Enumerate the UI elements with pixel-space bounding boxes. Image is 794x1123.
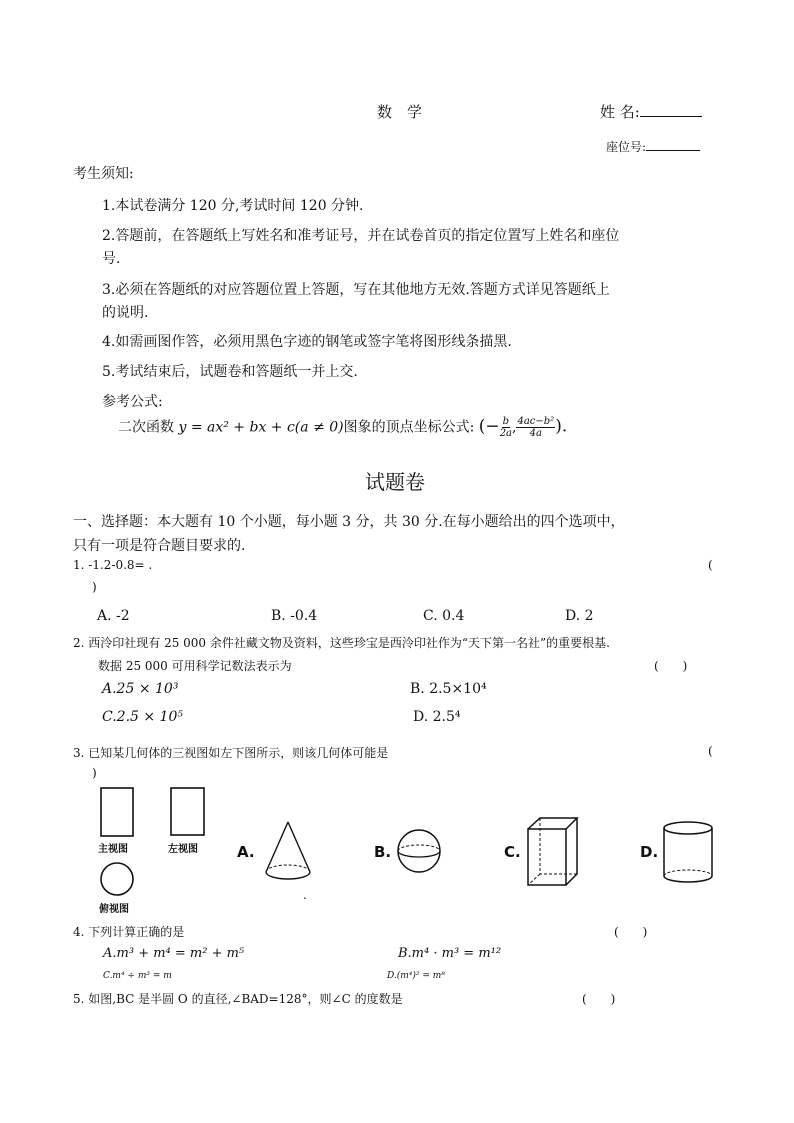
vertex-open: (− — [478, 416, 500, 437]
vertex-x-num: b — [502, 416, 510, 427]
q2-line1: 2. 西泠印社现有 25 000 余件社藏文物及资料，这些珍宝是西泠印社作为“天下第一名社”的重要根基. — [73, 636, 610, 650]
q1-option-d[interactable]: D. 2 — [565, 608, 594, 624]
section1-line2: 只有一项是符合题目要求的. — [73, 538, 246, 554]
vertex-sep: , — [512, 419, 517, 436]
section1-line1: 一、选择题：本大题有 10 个小题，每小题 3 分，共 30 分.在每小题给出的四个选项中， — [73, 514, 625, 530]
q4-option-a[interactable]: A.m³ + m⁴ = m² + m⁵ — [103, 946, 245, 961]
q1-paren-close: ) — [92, 580, 97, 594]
seat-field[interactable] — [606, 138, 700, 155]
q1-option-a[interactable]: A. -2 — [97, 608, 130, 624]
top-view-shape — [101, 863, 133, 895]
q4-stem: 4. 下列计算正确的是 — [73, 925, 185, 939]
q2-option-b[interactable]: B. 2.5×10⁴ — [410, 681, 487, 697]
notice-item: 的说明. — [102, 305, 149, 321]
notice-title: 考生须知: — [73, 166, 134, 182]
notice-item: 3.必须在答题纸的对应答题位置上答题，写在其他地方无效.答题方式详见答题纸上 — [102, 282, 610, 298]
notice-item: 4.如需画图作答，必须用黑色字迹的钢笔或签字笔将图形线条描黑. — [102, 334, 512, 350]
notice-item: 号. — [102, 251, 121, 267]
seat-blank[interactable] — [646, 139, 700, 151]
vertex-y-num: 4ac−b² — [517, 416, 555, 427]
seat-label: 座位号: — [606, 140, 647, 154]
view-label-side: 左视图 — [168, 844, 198, 855]
formula-prefix: 二次函数 — [118, 419, 174, 436]
notice-item: 1.本试卷满分 120 分,考试时间 120 分钟. — [102, 198, 364, 214]
q4-option-c[interactable]: C.m⁴ ÷ m³ = m — [103, 971, 172, 981]
figure-dot: . — [303, 888, 307, 902]
vertex-close: ). — [555, 416, 568, 437]
q5-paren: ( ) — [582, 992, 616, 1006]
front-view-shape — [101, 788, 133, 836]
sphere-icon[interactable] — [394, 826, 444, 876]
vertex-x-den: 2a — [499, 428, 513, 439]
q1-option-c[interactable]: C. 0.4 — [423, 608, 465, 624]
q2-paren: ( ) — [654, 659, 688, 673]
q1-paren-open: ( — [708, 558, 713, 572]
side-view-shape — [171, 788, 204, 835]
q2-option-d[interactable]: D. 2.5⁴ — [413, 709, 461, 725]
notice-item: 2.答题前，在答题纸上写姓名和准考证号，并在试卷首页的指定位置写上姓名和座位 — [102, 228, 620, 244]
vertex-y-fraction — [516, 416, 555, 439]
name-label: 姓 名: — [600, 103, 640, 121]
q3-option-d-label[interactable]: D. — [640, 843, 659, 861]
formula-title: 参考公式: — [102, 394, 163, 410]
q5-stem: 5. 如图,BC 是半圆 O 的直径,∠BAD=128°，则∠C 的度数是 — [73, 992, 403, 1006]
paper-title: 试题卷 — [365, 470, 425, 494]
q3-paren-close: ) — [92, 766, 97, 780]
vertex-y-den: 4a — [529, 428, 542, 439]
name-field[interactable] — [600, 101, 702, 122]
q2-option-a[interactable]: A.25 × 10³ — [102, 681, 179, 697]
q3-option-a-label[interactable]: A. — [237, 843, 255, 861]
q2-line2: 数据 25 000 可用科学记数法表示为 — [98, 659, 292, 673]
cuboid-icon[interactable] — [525, 815, 581, 889]
q1-option-b[interactable]: B. -0.4 — [271, 608, 318, 624]
formula-line — [118, 416, 567, 439]
q1-stem: 1. -1.2-0.8= . — [73, 558, 153, 572]
view-label-front: 主视图 — [98, 844, 128, 855]
q4-paren: ( ) — [614, 925, 648, 939]
q3-paren-open: ( — [708, 744, 713, 758]
cone-icon[interactable] — [258, 818, 318, 886]
subject-title: 数 学 — [377, 103, 423, 121]
name-blank[interactable] — [640, 102, 702, 117]
q2-option-c[interactable]: C.2.5 × 10⁵ — [102, 709, 183, 725]
q3-option-c-label[interactable]: C. — [504, 843, 521, 861]
q4-option-b[interactable]: B.m⁴ · m³ = m¹² — [398, 946, 502, 961]
vertex-x-fraction — [500, 416, 512, 439]
notice-item: 5.考试结束后，试题卷和答题纸一并上交. — [102, 364, 358, 380]
q4-option-d[interactable]: D.(m⁴)² = m⁸ — [387, 971, 445, 981]
view-label-top: 俯视图 — [99, 904, 129, 915]
cylinder-icon[interactable] — [660, 818, 716, 888]
q3-option-b-label[interactable]: B. — [374, 843, 392, 861]
formula-suffix: 图象的顶点坐标公式: — [343, 419, 475, 436]
q3-stem: 3. 已知某几何体的三视图如左下图所示，则该几何体可能是 — [73, 746, 389, 760]
formula-expression: y = ax² + bx + c(a ≠ 0) — [178, 419, 344, 436]
